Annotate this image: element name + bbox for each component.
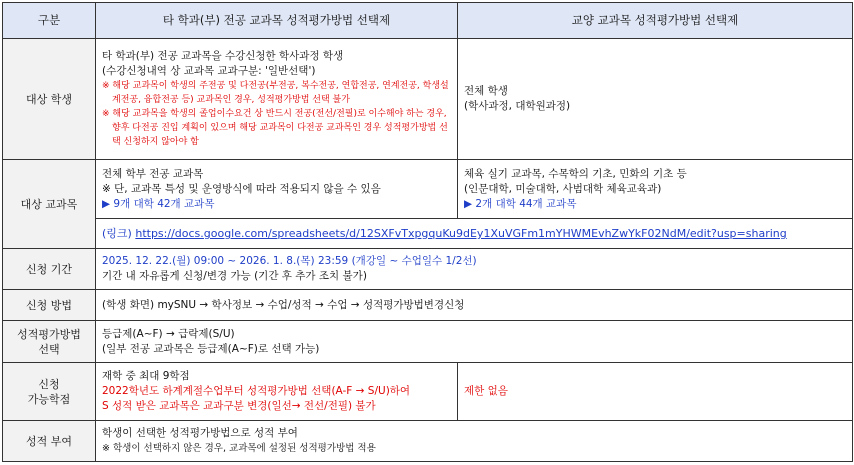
target-course-major-count: ▶ 9개 대학 42개 교과목 <box>102 197 215 210</box>
row-assign <box>3 421 853 462</box>
credits-max: 재학 중 최대 9학점 <box>102 370 190 382</box>
target-course-major-line: 전체 학부 전공 교과목 <box>102 167 204 180</box>
cell-course-link <box>96 219 853 249</box>
label-target-student: 대상 학생 <box>3 39 96 160</box>
target-course-liberal-line: 체육 실기 교과목, 수목학의 기초, 민화의 기초 등 <box>464 167 687 180</box>
label-grading-line2: 선택 <box>38 342 60 356</box>
row-credits <box>3 363 853 421</box>
credits-rule-2: S 성적 받은 교과목은 교과구분 변경(일선→ 전선/전필) 불가 <box>102 400 376 412</box>
label-period: 신청 기간 <box>3 249 96 290</box>
target-student-liberal-line: 전체 학생 <box>464 85 508 97</box>
cell-target-student-liberal <box>458 39 853 160</box>
assign-rule: 학생이 선택한 성적평가방법으로 성적 부여 <box>102 427 298 439</box>
row-grading <box>3 321 853 363</box>
target-course-liberal-subline: (인문대학, 미술대학, 사범대학 체육교육과) <box>464 182 662 195</box>
label-grading-line1: 성적평가방법 <box>17 327 81 341</box>
period-dates: 2025. 12. 22.(월) 09:00 ~ 2026. 1. 8.(목) 23:59 (개강일 ~ 수업일수 1/2선) <box>102 255 477 267</box>
link-prefix: (링크) <box>102 227 132 240</box>
course-list-link[interactable]: https://docs.google.com/spreadsheets/d/12SXFvTxpgquKu9dEy1XuVGFm1mYHWMEvhZwYkF02NdM/edit?usp=sharing <box>135 227 787 240</box>
label-credits <box>3 363 96 421</box>
target-student-major-line: 타 학과(부) 전공 교과목을 수강신청한 학사과정 학생 <box>102 50 344 62</box>
row-period <box>3 249 853 290</box>
grading-policy-table <box>2 2 853 462</box>
cell-credits-major <box>96 363 458 421</box>
grading-change: 등급제(A~F) → 급락제(S/U) <box>102 327 235 340</box>
cell-assign <box>96 421 853 462</box>
period-note: 기간 내 자유롭게 신청/변경 가능 (기간 후 추가 조치 불가) <box>102 270 367 282</box>
cell-method <box>96 290 853 321</box>
credits-rule-1: 2022학년도 하계계절수업부터 성적평가방법 선택(A-F → S/U)하여 <box>102 385 411 397</box>
target-student-note-2: ※ 해당 교과목을 학생의 졸업이수요건 상 반드시 전공(전선/전필)로 이수해야 하는 경우, 향후 다전공 진입 계획이 있으며 해당 교과목이 다전공 교과목인 경우 성적평가방법 선택 신청하지 않아야 함 <box>102 109 448 147</box>
label-method: 신청 방법 <box>3 290 96 321</box>
target-student-major-subline: (수강신청내역 상 교과목 교과구분: '일반선택') <box>102 65 316 77</box>
header-row <box>3 3 853 39</box>
method-path: (학생 화면) mySNU → 학사정보 → 수업/성적 → 수업 → 성적평가방법변경신청 <box>102 298 465 311</box>
row-target-course <box>3 160 853 219</box>
row-target-student <box>3 39 853 160</box>
assign-note: ※ 학생이 선택하지 않은 경우, 교과목에 설정된 성적평가방법 적용 <box>102 443 376 454</box>
header-liberal-option: 교양 교과목 성적평가방법 선택제 <box>458 3 853 39</box>
header-category: 구분 <box>3 3 96 39</box>
cell-credits-liberal: 제한 없음 <box>458 363 853 421</box>
label-credits-line1: 신청 <box>38 377 60 391</box>
header-major-option: 타 학과(부) 전공 교과목 성적평가방법 선택제 <box>96 3 458 39</box>
target-course-major-note: ※ 단, 교과목 특성 및 운영방식에 따라 적용되지 않을 수 있음 <box>102 182 381 195</box>
cell-target-course-major <box>96 160 458 219</box>
cell-target-course-liberal <box>458 160 853 219</box>
row-course-link <box>3 219 853 249</box>
target-student-liberal-subline: (학사과정, 대학원과정) <box>464 100 571 112</box>
cell-period <box>96 249 853 290</box>
label-target-course: 대상 교과목 <box>3 160 96 249</box>
grading-note: (일부 전공 교과목은 등급제(A~F)로 선택 가능) <box>102 342 320 355</box>
label-assign: 성적 부여 <box>3 421 96 462</box>
cell-grading <box>96 321 853 363</box>
row-method <box>3 290 853 321</box>
cell-target-student-major <box>96 39 458 160</box>
target-student-note-1: ※ 해당 교과목이 학생의 주전공 및 다전공(부전공, 복수전공, 연합전공, 연계전공, 학생설계전공, 융합전공 등) 교과목인 경우, 성적평가방법 선택 불가 <box>102 81 449 105</box>
label-credits-line2: 가능학점 <box>27 392 71 406</box>
label-grading <box>3 321 96 363</box>
target-course-liberal-count: ▶ 2개 대학 44개 교과목 <box>464 197 577 210</box>
